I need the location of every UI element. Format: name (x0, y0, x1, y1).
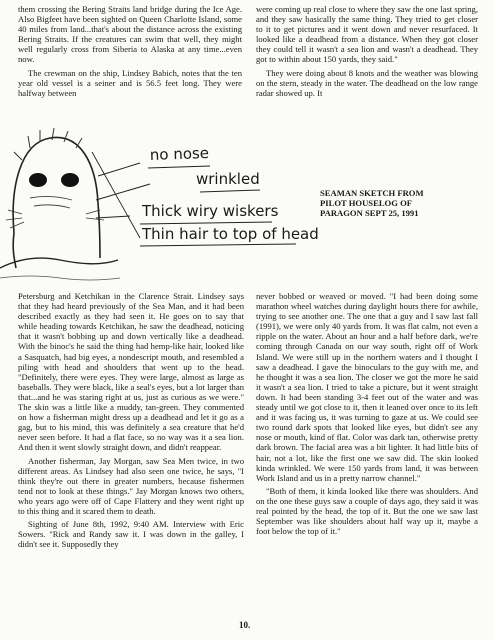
paragraph: "Both of them, it kinda looked like there was shoulders. And on the one these guys saw a couple of days ago, they said it was real pointed by the head, the top of it. But the one we saw last September was like shoulders about half way up it, maybe a foot below the top of it." (256, 485, 478, 537)
column-top-right (256, 4, 478, 101)
paragraph: them crossing the Bering Straits land bridge during the Ice Age. Also Bigfeet have been sighted on Queen Charlotte Island, some 40 miles from land...that's about the distance across the existing Bering Straits. If the creatures can swim that well, they might well regularly cross from Siberia to Alaska at any time...even now. (18, 4, 242, 65)
paragraph: Another fisherman, Jay Morgan, saw Sea Men twice, in two different areas. As Lindsey had also seen one twice, he says, "I think they're out there in greater numbers, because fishermen tend not to look at these things." Jay Morgan knows two others, who years ago were off of Cape Flattery and they went right up to this thing and it scared them to death. (18, 455, 244, 516)
paragraph: They were doing about 8 knots and the weather was blowing on the stern, steady in the water. The deadhead on the low range radar showed up. It (256, 67, 478, 98)
sketch-note-no-nose: no nose (149, 143, 210, 164)
caption-line: PARAGON SEPT 25, 1991 (320, 208, 419, 218)
column-bottom-right (256, 291, 478, 539)
page-number: 10. (239, 620, 251, 630)
paragraph: were coming up real close to where they saw the one last spring, and they saw basically the same thing. They tried to get closer to it to get pictures and it went down and never resurfaced. It looked like a deadhead from a distance. When they got closer they could tell it wasn't a sea lion and wasn't a deadhead. They got to within about 150 yards, they said." (256, 4, 478, 65)
paragraph: Petersburg and Ketchikan in the Clarence Strait. Lindsey says that they had heard previously of the Sea Man, and it had been described exactly as they had seen it. He goes on to say that while heading towards Ketchikan, he saw the deadhead, noticing that it wasn't bobbing up and down vertically like a deadhead. With the binoc's he said the thing had hemp-like hair, looked like a Sasquatch, had big eyes, a nondescript mouth, and resembled a piling with head and shoulders that went up to the head. "Definitely, there were eyes. They were large, almost as large as baseballs. They were black, like a seal's eyes, but a lot larger than that...and he was staring right at us, just as curious as we were." The skin was a little like a muddy, tan-green. They commented on how a fisherman might dress up a deadhead and let it go as a gag, but to his mind, this was definitely a sea creature that he'd never seen before. It had a flat face, so no way was it a sea lion. And then it went slowly straight down, and didn't reappear. (18, 291, 244, 453)
paragraph: never bobbed or weaved or moved. "I had been doing some marathon wheel watches during daylight hours there for awhile, trying to see another one. The one that a guy and I saw last fall (1991), we were only 40 yards from. It was flat calm, not even a ripple on the water. About an hour and a half before dark, we're coming through Canada on our way south, right off of Work Island. We were still up in the northern waters and I thought I saw a deadhead. I gave the binoculars to the guy with me, and he thought it was a sea lion. The closer we got the more he said it wasn't a sea lion. I tried to take a picture, but it went straight down. It had been standing 3-4 feet out of the water and was steady until we got close to it, then it leaned over once to its left and it was facing us, it was turning to gaze at us. We could see two round dark spots that looked like eyes, but didn't see any nose or mouth, kind of flat. Color was dark tan, otherwise pretty dark brown. The facial area was a bit lighter. It had little bits of hair, not a lot, like the first one we saw did. The skin looked kinda wrinkled. We were 150 yards from land, it was between Work Island and us in a pretty narrow channel." (256, 291, 478, 483)
paragraph: The crewman on the ship, Lindsey Babich, notes that the ten year old vessel is a seiner and is 56.5 feet long. They were halfway between (18, 67, 242, 98)
sketch-note-wrinkled: wrinkled (196, 170, 260, 188)
sketch-note-hair: Thin hair to top of head (142, 225, 319, 243)
paragraph: Sighting of June 8th, 1992, 9:40 AM. Interview with Eric Sowers. "Rick and Randy saw it. I was down in the galley, I didn't see it. Supposedly they (18, 519, 244, 550)
caption-line: SEAMAN SKETCH FROM (320, 188, 424, 198)
caption-line: PILOT HOUSELOG OF (320, 198, 413, 208)
sketch-note-whiskers: Thick wiry wiskers (142, 202, 279, 220)
sketch-caption (320, 188, 490, 218)
column-top-left (18, 4, 242, 101)
column-bottom-left (18, 291, 244, 552)
